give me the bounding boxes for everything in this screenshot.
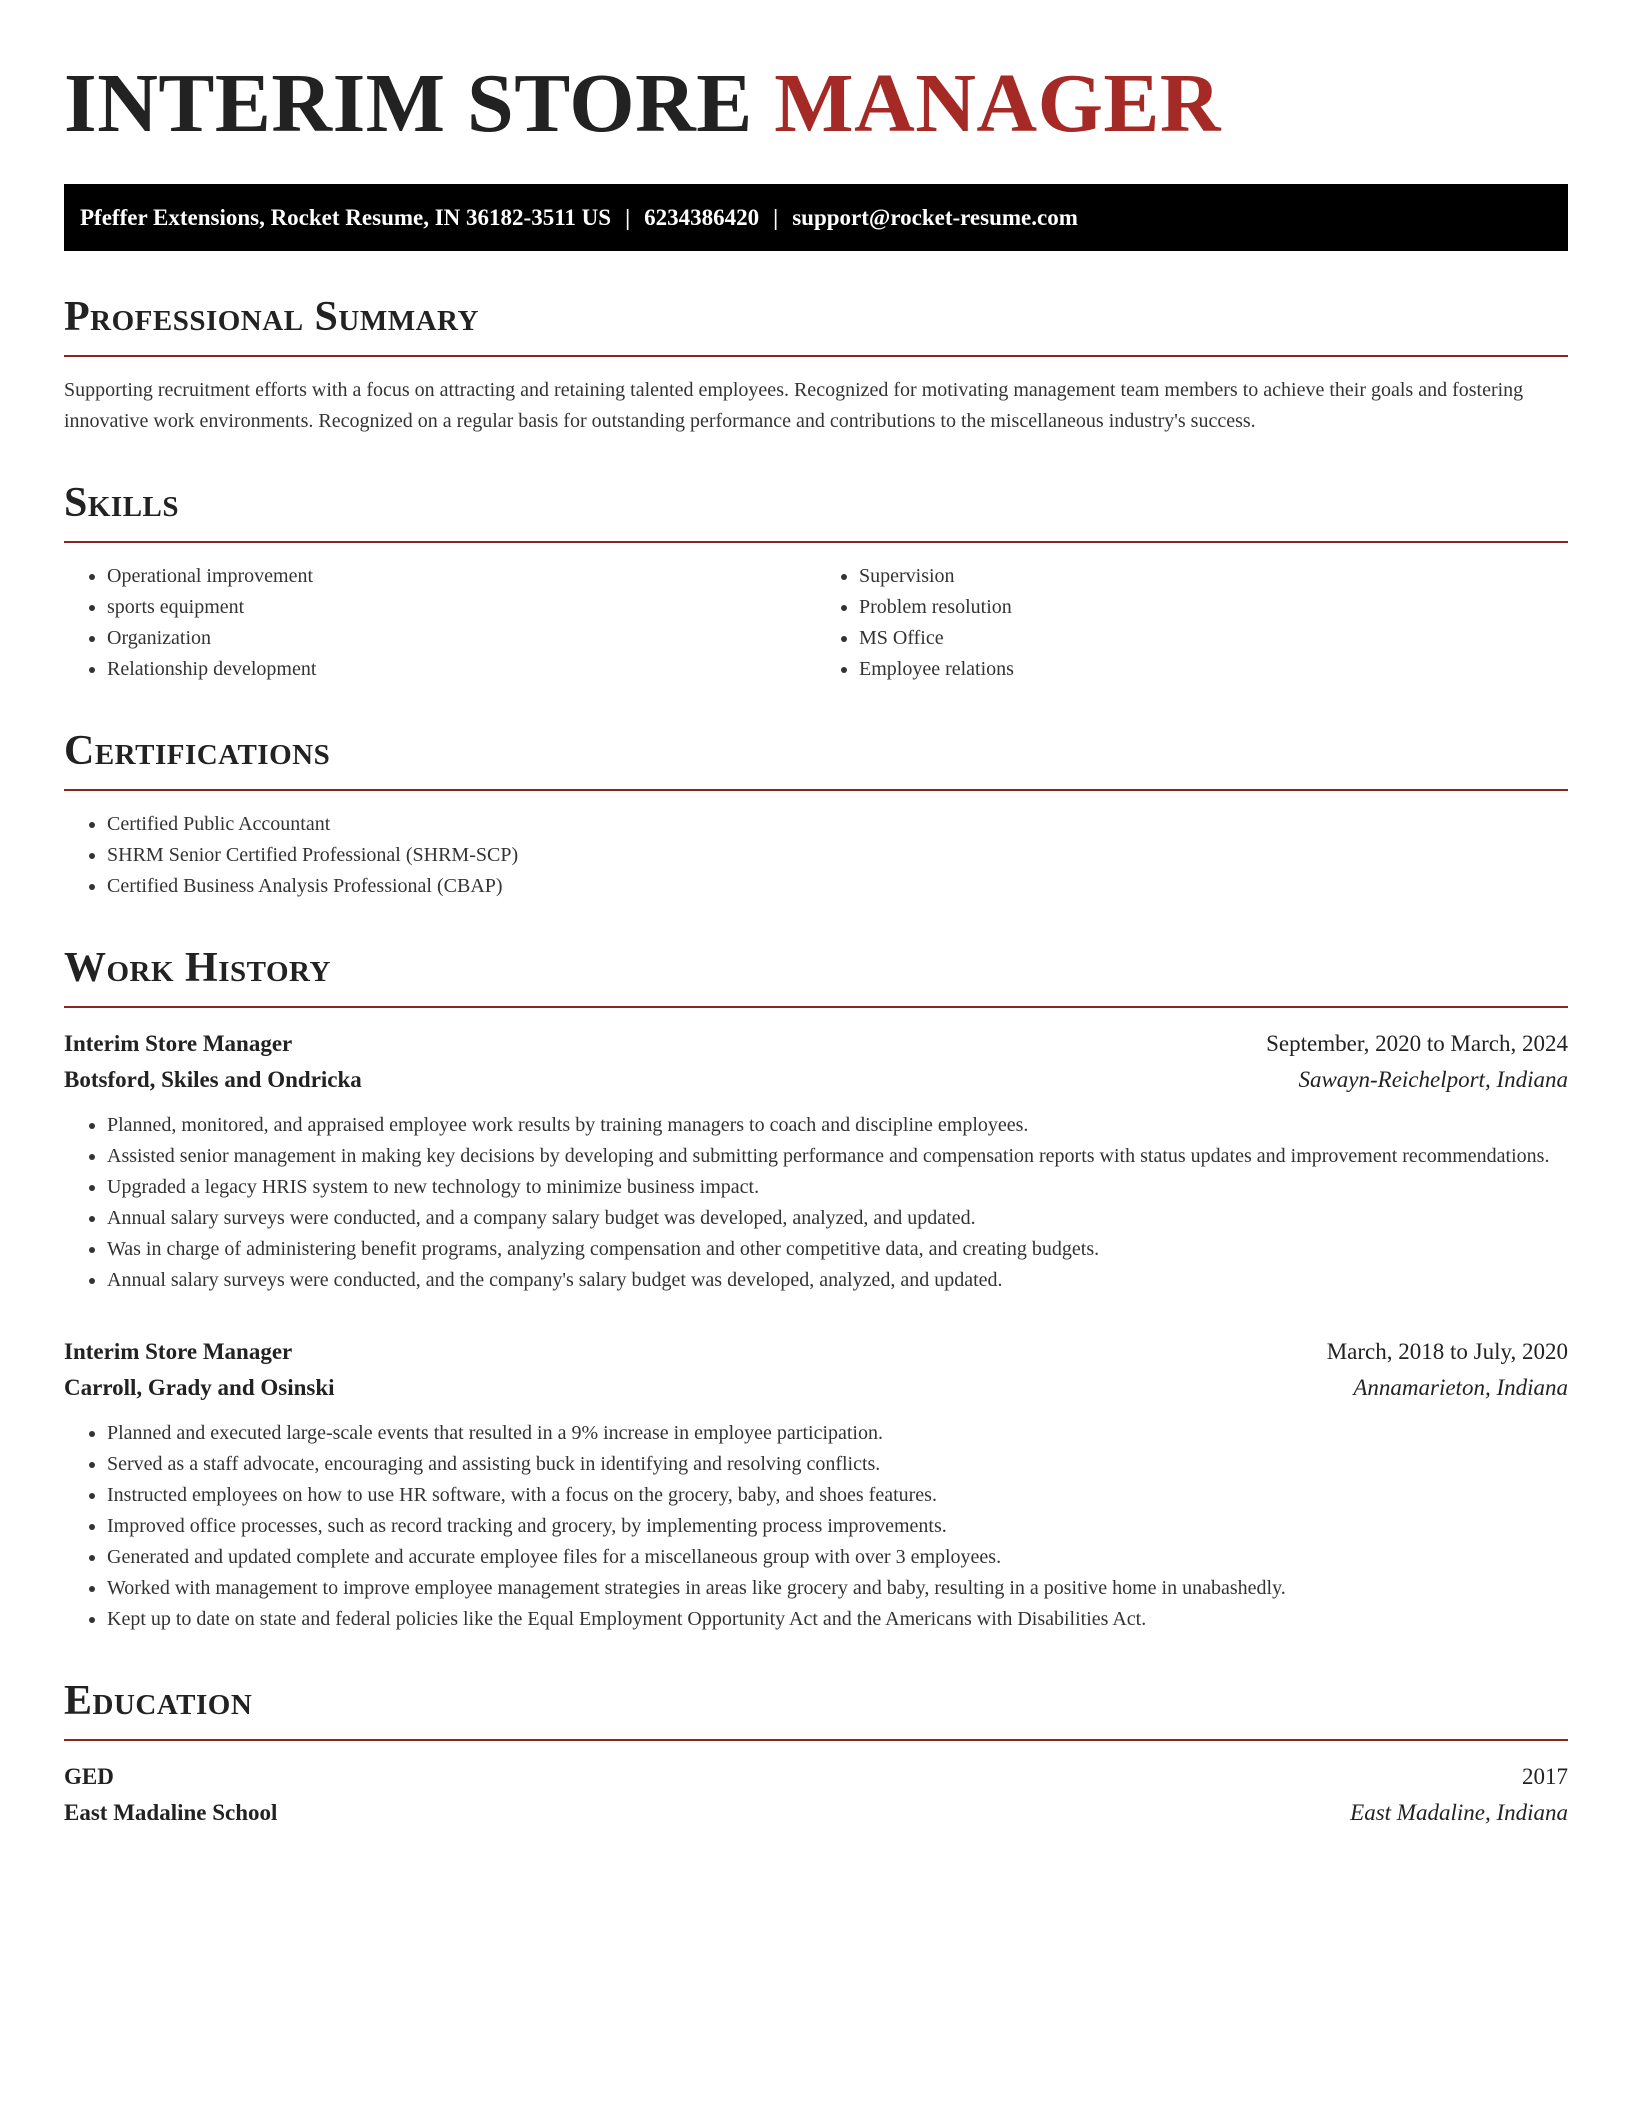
summary-text: Supporting recruitment efforts with a focus on attracting and retaining talented employees. Recognized for motivating management team members to achieve their goals and fostering innovative work environments. Recognized on a regular basis for outstanding performance and contributions to the miscellaneous industry's success.: [64, 379, 1524, 432]
title-primary: INTERIM STORE: [64, 57, 753, 150]
contact-bar: [64, 184, 1568, 251]
title-accent: MANAGER: [774, 57, 1222, 150]
job-bullet: • Was in charge of administering benefit programs, analyzing compensation and other competitive data, and creating budgets.: [107, 1234, 1568, 1265]
certifications-list: [64, 809, 1568, 902]
contact-address: Pfeffer Extensions, Rocket Resume, IN 36182-3511 US: [80, 204, 612, 230]
skill-item: • Operational improvement: [107, 561, 816, 592]
skills-section: [64, 479, 1568, 685]
section-divider: [64, 1739, 1568, 1741]
job-company-row: [64, 1370, 1568, 1406]
skill-item: • Supervision: [859, 561, 1568, 592]
education-section: [64, 1677, 1568, 1831]
work-history-section: [64, 944, 1568, 1635]
job-title: Interim Store Manager: [64, 1031, 293, 1056]
skill-item: • Relationship development: [107, 654, 816, 685]
job-title: Interim Store Manager: [64, 1339, 293, 1364]
contact-separator: |: [773, 204, 779, 230]
skill-item: • Organization: [107, 623, 816, 654]
contact-email: support@rocket-resume.com: [792, 204, 1078, 230]
job-bullet: • Planned and executed large-scale events that resulted in a 9% increase in employee participation.: [107, 1418, 1568, 1449]
skill-item: • Employee relations: [859, 654, 1568, 685]
section-divider: [64, 541, 1568, 543]
section-divider: [64, 1006, 1568, 1008]
job-entry: [64, 1334, 1568, 1635]
skills-list-right: [816, 561, 1568, 685]
education-degree: GED: [64, 1764, 114, 1789]
job-location: Sawayn-Reichelport, Indiana: [1298, 1067, 1568, 1092]
education-header-row: [64, 1759, 1568, 1795]
job-company: Botsford, Skiles and Ondricka: [64, 1067, 362, 1092]
education-entry: [64, 1759, 1568, 1831]
job-company-row: [64, 1062, 1568, 1098]
resume-title: [64, 56, 1568, 152]
job-bullet: • Assisted senior management in making key decisions by developing and submitting performance and compensation reports with status updates and improvement recommendations.: [107, 1141, 1568, 1172]
contact-separator: |: [625, 204, 631, 230]
job-dates: September, 2020 to March, 2024: [1266, 1031, 1568, 1056]
certifications-heading: Certifications: [64, 728, 331, 774]
skills-grid: [64, 561, 1568, 685]
skills-heading: Skills: [64, 480, 180, 526]
certifications-section: [64, 727, 1568, 902]
section-divider: [64, 355, 1568, 357]
job-bullet: • Served as a staff advocate, encouraging and assisting buck in identifying and resolving conflicts.: [107, 1449, 1568, 1480]
skill-item: • sports equipment: [107, 592, 816, 623]
certification-item: • Certified Public Accountant: [107, 809, 1568, 840]
job-bullet: • Annual salary surveys were conducted, and the company's salary budget was developed, analyzed, and updated.: [107, 1265, 1568, 1296]
summary-section: [64, 293, 1568, 437]
education-school-row: [64, 1795, 1568, 1831]
job-bullet: • Upgraded a legacy HRIS system to new technology to minimize business impact.: [107, 1172, 1568, 1203]
job-entry: [64, 1026, 1568, 1296]
section-divider: [64, 789, 1568, 791]
job-bullet: • Generated and updated complete and accurate employee files for a miscellaneous group with over 3 employees.: [107, 1542, 1568, 1573]
education-location: East Madaline, Indiana: [1350, 1800, 1568, 1825]
job-bullet: • Improved office processes, such as record tracking and grocery, by implementing process improvements.: [107, 1511, 1568, 1542]
certification-item: • Certified Business Analysis Professional (CBAP): [107, 871, 1568, 902]
skills-list-left: [64, 561, 816, 685]
skill-item: • Problem resolution: [859, 592, 1568, 623]
job-bullet: • Annual salary surveys were conducted, and a company salary budget was developed, analyzed, and updated.: [107, 1203, 1568, 1234]
job-header-row: [64, 1026, 1568, 1062]
education-heading: Education: [64, 1678, 253, 1724]
summary-heading: Professional Summary: [64, 294, 479, 340]
skill-item: • MS Office: [859, 623, 1568, 654]
work-history-heading: Work History: [64, 945, 331, 991]
job-location: Annamarieton, Indiana: [1353, 1375, 1568, 1400]
education-school: East Madaline School: [64, 1800, 278, 1825]
job-bullet: • Kept up to date on state and federal policies like the Equal Employment Opportunity Act and the Americans with Disabilities Act.: [107, 1604, 1568, 1635]
job-bullets: [64, 1110, 1568, 1296]
job-bullet: • Instructed employees on how to use HR software, with a focus on the grocery, baby, and shoes features.: [107, 1480, 1568, 1511]
job-header-row: [64, 1334, 1568, 1370]
education-year: 2017: [1522, 1764, 1568, 1789]
job-company: Carroll, Grady and Osinski: [64, 1375, 335, 1400]
job-dates: March, 2018 to July, 2020: [1326, 1339, 1568, 1364]
job-bullet: • Planned, monitored, and appraised employee work results by training managers to coach and discipline employees.: [107, 1110, 1568, 1141]
contact-phone: 6234386420: [644, 204, 760, 230]
job-bullet: • Worked with management to improve employee management strategies in areas like grocery and baby, resulting in a positive home in unabashedly.: [107, 1573, 1568, 1604]
certification-item: • SHRM Senior Certified Professional (SHRM-SCP): [107, 840, 1568, 871]
job-bullets: [64, 1418, 1568, 1635]
